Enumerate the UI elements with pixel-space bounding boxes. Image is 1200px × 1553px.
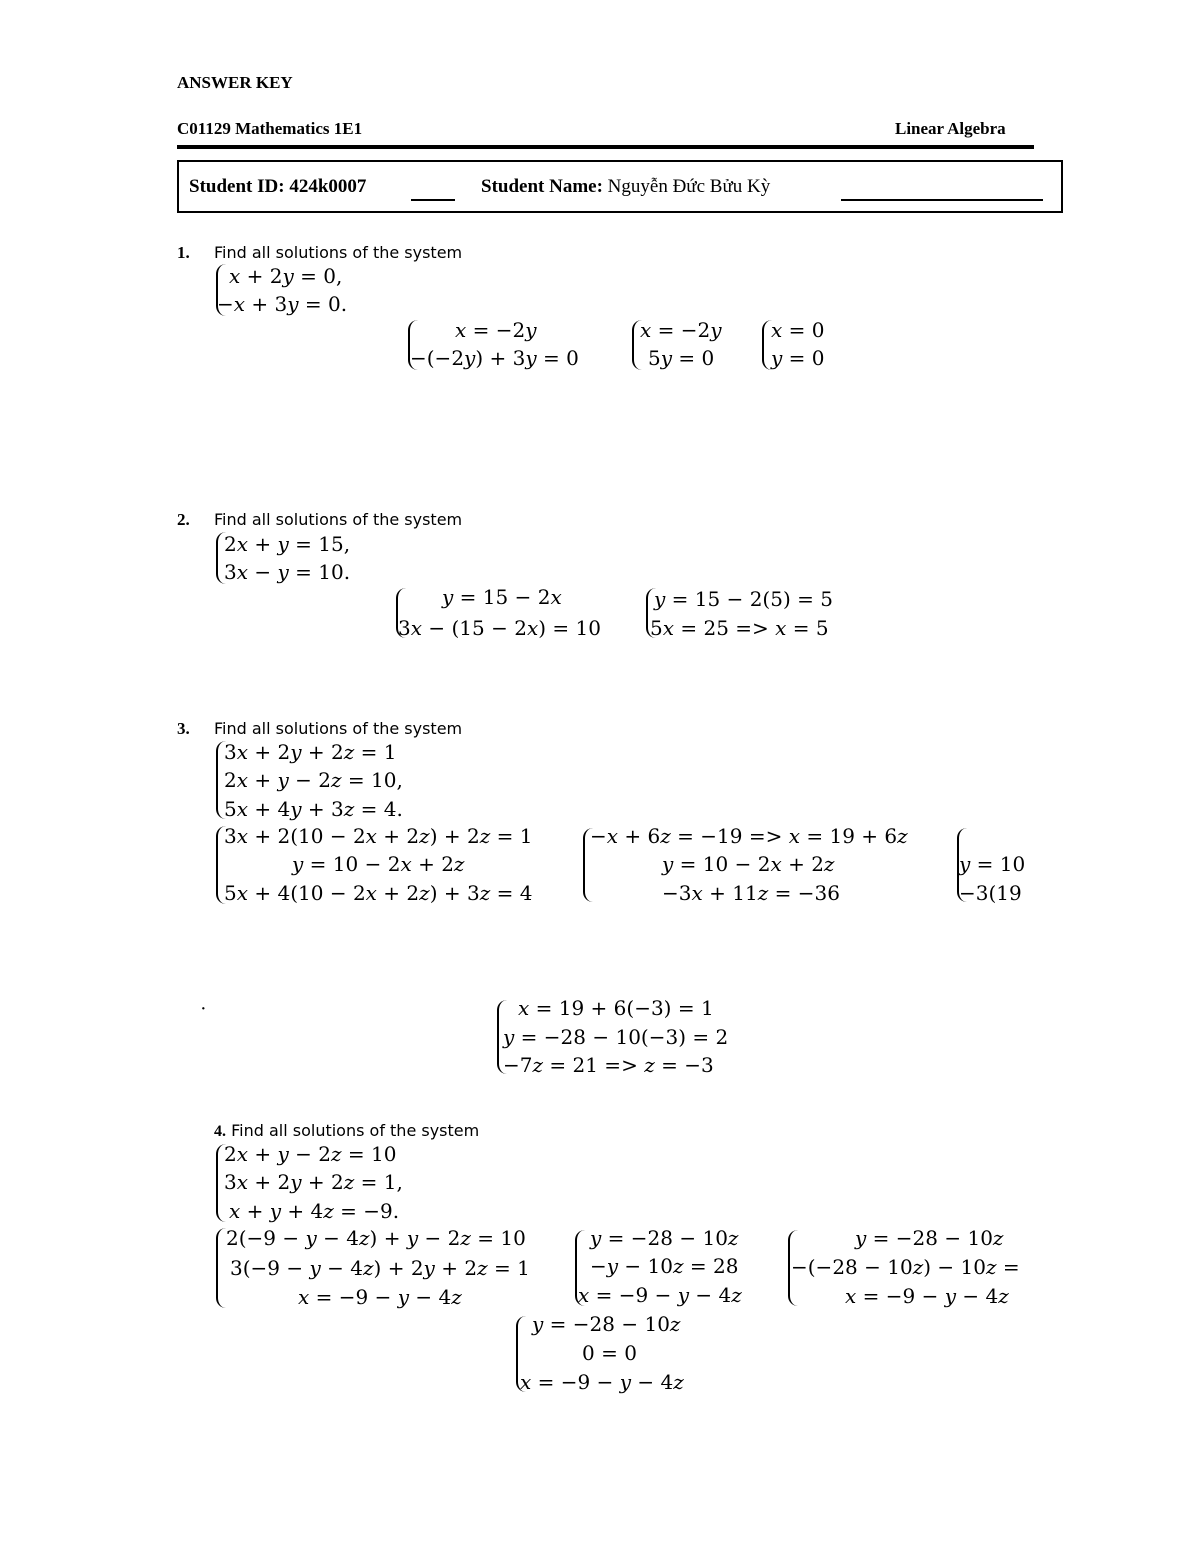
problem-2-step-line: y = 15 − 2x	[442, 585, 562, 609]
problem-2-system-line: 2x + y = 15,	[224, 532, 351, 556]
problem-1-step-line: −(−2y) + 3y = 0	[410, 346, 579, 370]
problem-4-step-line: x = −9 − y − 4z	[298, 1285, 462, 1309]
problem-3-step-line: y = 10 − 2x + 2z	[292, 852, 465, 876]
problem-4-step-line: y = −28 − 10z	[855, 1226, 1004, 1250]
problem-1-step-line: x = −2y	[640, 318, 722, 342]
problem-3-final-line: x = 19 + 6(−3) = 1	[518, 996, 714, 1020]
problem-2-step-line: 5x = 25 => x = 5	[650, 616, 829, 640]
problem-4-system-line: 2x + y − 2z = 10	[224, 1142, 397, 1166]
header-rule	[177, 145, 1034, 149]
problem-3-system-line: 5x + 4y + 3z = 4.	[224, 797, 403, 821]
problem-4-final-line: x = −9 − y − 4z	[520, 1370, 684, 1394]
problem-3-step-line: −3(19	[959, 881, 1022, 905]
problem-3-prompt: Find all solutions of the system	[214, 719, 463, 738]
problem-1-prompt: Find all solutions of the system	[214, 243, 463, 262]
problem-2-step-line: y = 15 − 2(5) = 5	[654, 587, 833, 611]
problem-1-step-line: x = −2y	[455, 318, 537, 342]
problem-1-number: 1.	[177, 243, 190, 262]
id-underline	[411, 199, 455, 201]
problem-4-step-line: y = −28 − 10z	[590, 1226, 739, 1250]
student-name-value: Nguyễn Đức Bửu Kỳ	[607, 176, 771, 197]
problem-3-step-line: y = 10 − 2x + 2z	[662, 852, 835, 876]
problem-1-step-line: x = 0	[771, 318, 825, 342]
name-underline	[841, 199, 1043, 201]
problem-4-prompt: Find all solutions of the system	[231, 1121, 480, 1140]
problem-3-step-line: 5x + 4(10 − 2x + 2z) + 3z = 4	[224, 881, 533, 905]
problem-1-step-line: y = 0	[771, 346, 825, 370]
subject-title: Linear Algebra	[895, 119, 1006, 138]
problem-3-system-line: 2x + y − 2z = 10,	[224, 768, 403, 792]
problem-1-system-line: x + 2y = 0,	[229, 264, 343, 288]
problem-4-step-clipped	[785, 1222, 1027, 1314]
problem-3-step-line: 3x + 2(10 − 2x + 2z) + 2z = 1	[224, 824, 533, 848]
problem-4-prompt-line	[214, 1121, 479, 1141]
problem-3-step-line: y = 10	[959, 852, 1026, 876]
problem-4-final-line: 0 = 0	[582, 1341, 637, 1365]
problem-2-number: 2.	[177, 510, 190, 529]
problem-3-step-line: −x + 6z = −19 => x = 19 + 6z	[590, 824, 908, 848]
student-id-value: 424k0007	[289, 176, 367, 197]
problem-4-system-line: x + y + 4z = −9.	[229, 1199, 400, 1223]
doc-label: ANSWER KEY	[177, 73, 293, 92]
problem-4-step-line: 3(−9 − y − 4z) + 2y + 2z = 1	[230, 1256, 530, 1280]
student-id-label: Student ID:	[189, 176, 285, 197]
problem-3-step-clipped	[955, 822, 1027, 912]
student-info-box	[177, 160, 1063, 213]
problem-4-step-line: 2(−9 − y − 4z) + y − 2z = 10	[226, 1226, 526, 1250]
problem-2-prompt: Find all solutions of the system	[214, 510, 463, 529]
problem-1-system-line: −x + 3y = 0.	[217, 292, 348, 316]
problem-4-number: 4.	[214, 1123, 226, 1140]
problem-2-step-line: 3x − (15 − 2x) = 10	[398, 616, 601, 640]
problem-4-final-line: y = −28 − 10z	[532, 1312, 681, 1336]
course-title: C01129 Mathematics 1E1	[177, 119, 363, 138]
problem-4-step-line: −(−28 − 10z) − 10z =	[791, 1255, 1020, 1279]
student-name-label: Student Name:	[481, 176, 603, 197]
stray-dot: ·	[200, 998, 207, 1020]
problem-3-final-line: −7z = 21 => z = −3	[503, 1053, 714, 1077]
problem-3-number: 3.	[177, 719, 190, 738]
problem-3-system-line: 3x + 2y + 2z = 1	[224, 740, 397, 764]
problem-3-step-line: −3x + 11z = −36	[662, 881, 840, 905]
problem-4-step-line: −y − 10z = 28	[590, 1254, 739, 1278]
problem-1-step-line: 5y = 0	[648, 346, 715, 370]
problem-3-final-line: y = −28 − 10(−3) = 2	[503, 1025, 729, 1049]
problem-4-step-line: x = −9 − y − 4z	[578, 1283, 742, 1307]
problem-2-system-line: 3x − y = 10.	[224, 560, 351, 584]
problem-4-system-line: 3x + 2y + 2z = 1,	[224, 1170, 403, 1194]
problem-4-step-line: x = −9 − y − 4z	[845, 1284, 1009, 1308]
